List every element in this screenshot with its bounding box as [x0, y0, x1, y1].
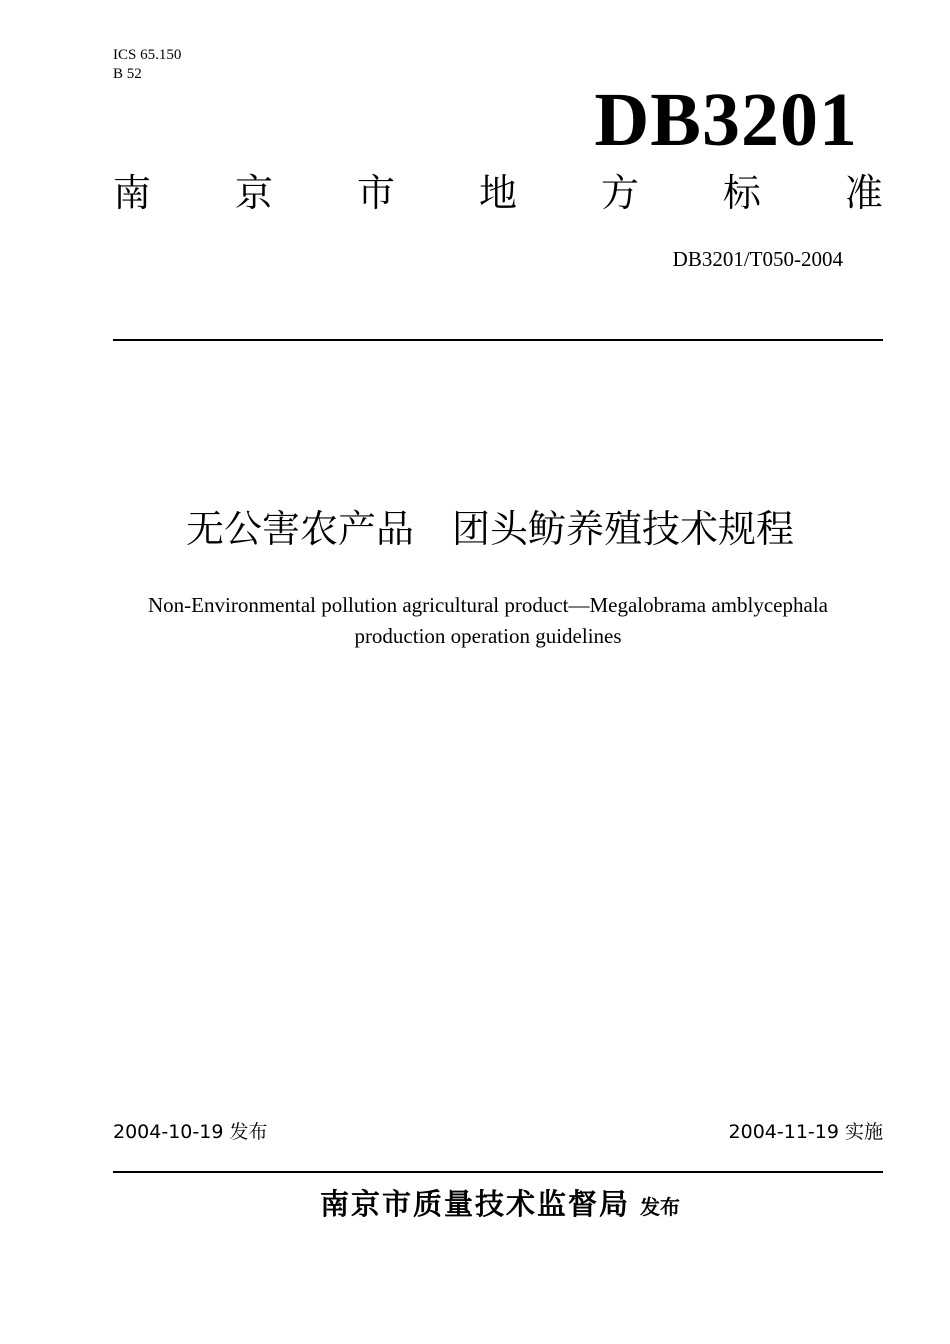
english-title	[90, 590, 886, 652]
standard-type-char: 市	[356, 171, 395, 215]
standard-type-heading	[113, 168, 883, 218]
bottom-divider	[113, 1171, 883, 1173]
issue-date: 2004-10-19 发布	[113, 1121, 268, 1143]
chinese-title: 无公害农产品 团头鲂养殖技术规程	[185, 507, 794, 551]
standard-type-char: 准	[844, 171, 883, 215]
publisher-name: 南京市质量技术监督局	[319, 1187, 630, 1221]
english-title-line-2: production operation guidelines	[354, 624, 622, 648]
standard-type-char: 标	[722, 171, 761, 215]
standard-type-char: 南	[113, 171, 152, 215]
top-divider	[113, 339, 883, 341]
standard-type-char: 地	[478, 171, 517, 215]
publisher-line	[0, 1183, 950, 1228]
standard-code: DB3201	[594, 78, 858, 162]
standard-number: DB3201/T050-2004	[672, 247, 843, 271]
classification-code: B 52	[113, 66, 142, 82]
publisher-suffix: 发布	[640, 1195, 680, 1219]
ics-code: ICS 65.150	[113, 47, 182, 63]
implementation-date: 2004-11-19 实施	[728, 1121, 883, 1143]
standard-type-char: 方	[600, 171, 639, 215]
english-title-line-1: Non-Environmental pollution agricultural product—Megalobrama amblycephala	[148, 593, 828, 617]
standard-type-char: 京	[234, 171, 273, 215]
